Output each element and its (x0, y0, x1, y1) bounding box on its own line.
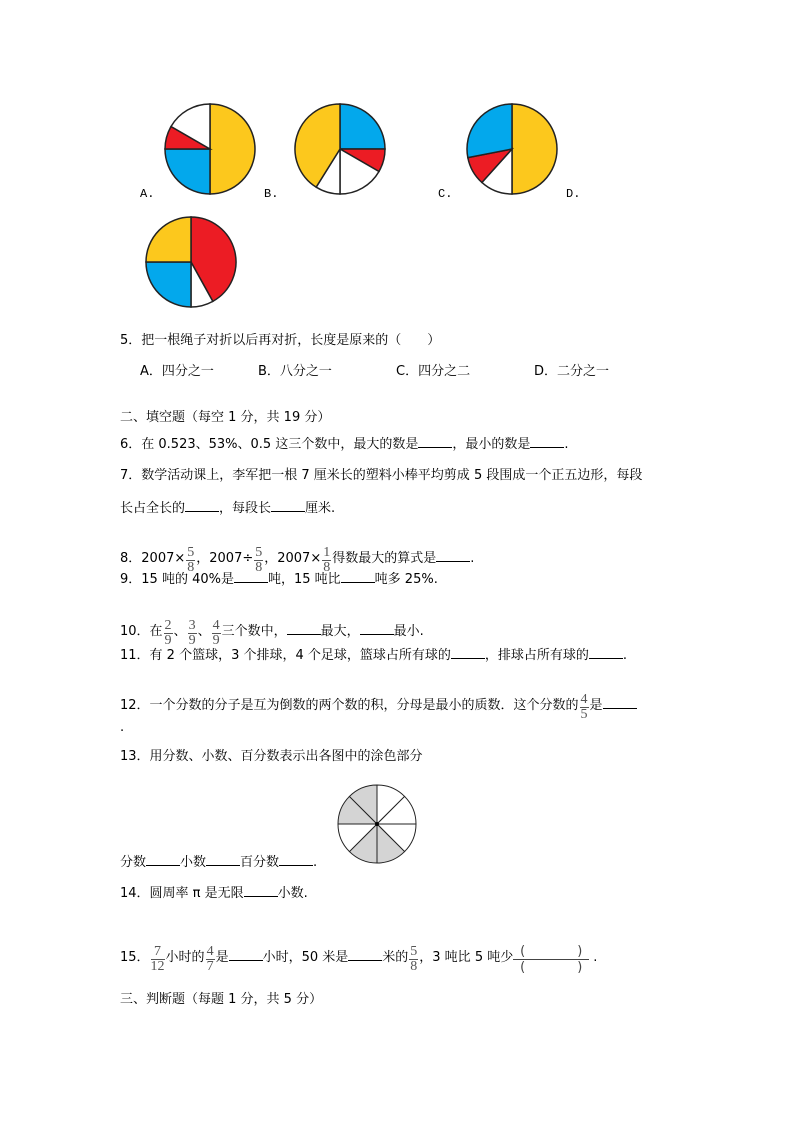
text: . (313, 855, 318, 870)
question-14 (120, 884, 308, 902)
answer-blank[interactable] (530, 435, 564, 448)
question-9 (120, 570, 438, 588)
text: 米的 (382, 950, 409, 965)
fraction: $\frac{5}{8}$ (410, 944, 418, 974)
answer-blank[interactable] (589, 646, 623, 659)
text: 15． (120, 950, 150, 965)
text: 三个数中， (221, 624, 287, 639)
pie-slice-blue (340, 104, 385, 149)
text: 小时的 (165, 950, 205, 965)
text: 最小. (393, 624, 424, 639)
question-6 (120, 435, 568, 453)
text: . (593, 950, 598, 965)
text: . (622, 648, 628, 663)
text: 6．在 0.523、53%、0.5 这三个数中，最大的数是 (120, 437, 419, 452)
shaded-circle-figure (337, 780, 417, 870)
question-10 (120, 619, 424, 648)
fraction: $\frac{5}{8}$ (255, 545, 263, 575)
text: 12．一个分数的分子是互为倒数的两个数的积，分母是最小的质数．这个分数的 (120, 698, 579, 713)
text: 8．2007× (120, 551, 186, 566)
answer-blank[interactable] (341, 570, 375, 583)
question-11 (120, 646, 627, 664)
answer-blank[interactable] (279, 853, 313, 866)
text: ，2007× (264, 551, 322, 566)
text: 吨多 25%. (374, 572, 438, 587)
section-3-title: 三、判断题（每题 1 分，共 5 分） (120, 992, 323, 1007)
pie-slice-blue (467, 104, 512, 158)
fraction: $\frac{2}{9}$ (164, 618, 172, 648)
question-15 (120, 944, 597, 975)
text: . (564, 437, 569, 452)
answer-blank[interactable] (287, 622, 321, 635)
section-2-title: 二、填空题（每空 1 分，共 19 分） (120, 410, 331, 425)
text: 、 (173, 624, 187, 639)
answer-blank[interactable] (436, 549, 470, 562)
fraction: $\frac{4}{7}$ (206, 944, 214, 974)
blank-fraction[interactable]: ( ) ( ) (513, 944, 589, 975)
text: 吨，15 吨比 (267, 572, 341, 587)
option-c-label: C. (438, 187, 453, 201)
answer-blank[interactable] (244, 884, 278, 897)
question-5: 5．把一根绳子对折以后再对折，长度是原来的（ ） (120, 333, 441, 348)
text: 9．15 吨的 40%是 (120, 572, 234, 587)
question-7: 7．数学活动课上，李军把一根 7 厘米长的塑料小棒平均剪成 5 段围成一个正五边形，每段 (120, 468, 643, 483)
text: ，2007÷ (196, 551, 254, 566)
text: ，最小的数是 (452, 437, 531, 452)
question-13: 13．用分数、小数、百分数表示出各图中的涂色部分 (120, 749, 423, 764)
answer-blank[interactable] (229, 948, 263, 961)
question-12 (120, 693, 637, 722)
answer-blank[interactable] (271, 499, 305, 512)
option-b-label: B. (264, 187, 279, 201)
question-12-end: . (120, 720, 125, 735)
answer-blank[interactable] (603, 696, 637, 709)
answer-blank[interactable] (146, 853, 180, 866)
pie-option-c[interactable] (467, 104, 557, 194)
text: 得数最大的算式是 (332, 551, 437, 566)
answer-blank[interactable] (360, 622, 394, 635)
option-d-label: D. (566, 187, 581, 201)
pie-option-a[interactable] (165, 104, 255, 194)
question-7-cont (120, 499, 335, 517)
center-dot (375, 822, 379, 826)
text: 百分数 (240, 855, 280, 870)
text: ，每段长 (219, 501, 272, 516)
text: 小数. (277, 886, 308, 901)
pie-slice-blue (146, 262, 191, 307)
text: . (470, 551, 475, 566)
q5-option-b[interactable]: B．八分之一 (258, 364, 332, 379)
fraction: $\frac{7}{12}$ (150, 944, 165, 974)
pie-option-d[interactable] (146, 217, 236, 307)
text: 最大， (320, 624, 360, 639)
answer-blank[interactable] (234, 570, 268, 583)
answer-blank[interactable] (348, 948, 382, 961)
text: 11．有 2 个篮球，3 个排球，4 个足球，篮球占所有球的 (120, 648, 451, 663)
fraction: $\frac{4}{5}$ (580, 692, 588, 722)
text: 小数 (180, 855, 207, 870)
q5-option-d[interactable]: D．二分之一 (534, 364, 610, 379)
text: ，3 吨比 5 吨少 (419, 950, 514, 965)
text: 是 (215, 950, 229, 965)
text: 是 (589, 698, 603, 713)
fraction: $\frac{1}{8}$ (323, 545, 331, 575)
pie-option-b[interactable] (295, 104, 385, 194)
answer-blank[interactable] (418, 435, 452, 448)
pie-slice-blue (165, 149, 210, 194)
fraction: $\frac{3}{9}$ (188, 618, 196, 648)
answer-blank[interactable] (206, 853, 240, 866)
question-13-answers (120, 853, 317, 871)
q5-option-c[interactable]: C．四分之二 (396, 364, 471, 379)
text: 分数 (120, 855, 147, 870)
pie-slice-yellow (512, 104, 557, 194)
answer-blank[interactable] (185, 499, 219, 512)
text: ，排球占所有球的 (484, 648, 589, 663)
option-a-label: A. (140, 187, 155, 201)
q5-option-a[interactable]: A．四分之一 (140, 364, 214, 379)
text: 14．圆周率 π 是无限 (120, 886, 244, 901)
text: 小时，50 米是 (262, 950, 349, 965)
text: 长占全长的 (120, 501, 186, 516)
text: 厘米. (305, 501, 336, 516)
answer-blank[interactable] (451, 646, 485, 659)
fraction: $\frac{5}{8}$ (187, 545, 195, 575)
pie-slice-yellow (210, 104, 255, 194)
text: 、 (197, 624, 211, 639)
text: 10．在 (120, 624, 163, 639)
fraction: $\frac{4}{9}$ (212, 618, 220, 648)
pie-slice-yellow (146, 217, 191, 262)
